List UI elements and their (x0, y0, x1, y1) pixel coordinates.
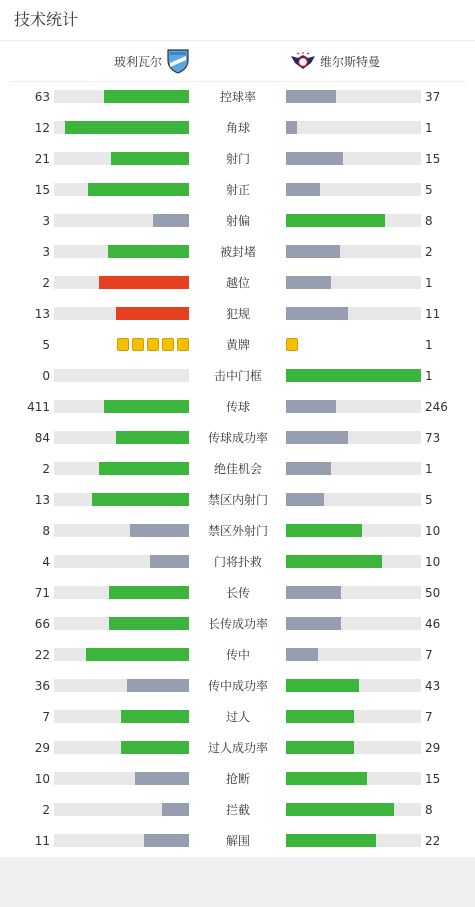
home-bar-fill (99, 462, 189, 475)
away-bar-track (286, 679, 421, 692)
away-value: 29 (425, 741, 441, 755)
stat-label: 抢断 (225, 772, 250, 786)
yellow-card-icon (132, 338, 144, 351)
away-value: 2 (425, 245, 433, 259)
yellow-card-icon (162, 338, 174, 351)
stat-label: 黄牌 (225, 338, 250, 352)
home-bar-track (54, 741, 189, 754)
home-bar-fill (86, 648, 189, 661)
stat-row[interactable] (0, 490, 475, 510)
home-bar-track (54, 152, 189, 165)
away-value: 46 (425, 617, 441, 631)
stat-label: 绝佳机会 (213, 462, 262, 476)
away-bar-fill (286, 121, 297, 134)
stat-label: 传球成功率 (207, 431, 268, 445)
home-bar-track (54, 214, 189, 227)
yellow-card-icon (286, 338, 298, 351)
away-bar-track (286, 121, 421, 134)
away-bar-fill (286, 400, 336, 413)
stat-row[interactable] (0, 800, 475, 820)
stat-row[interactable] (0, 87, 475, 107)
away-bar-fill (286, 834, 376, 847)
stat-label: 解围 (225, 834, 250, 848)
home-value: 5 (42, 338, 50, 352)
stat-row[interactable] (0, 304, 475, 324)
away-bar-fill (286, 679, 359, 692)
stat-row[interactable] (0, 645, 475, 665)
away-bar-track (286, 152, 421, 165)
away-bar-track (286, 803, 421, 816)
stat-row[interactable] (0, 707, 475, 727)
home-bar-track (54, 586, 189, 599)
stat-row[interactable] (0, 831, 475, 851)
away-bar-track (286, 648, 421, 661)
stat-label: 过人 (225, 710, 250, 724)
away-bar-fill (286, 276, 331, 289)
home-bar-track (54, 183, 189, 196)
home-bar-track (54, 276, 189, 289)
away-bar-track (286, 741, 421, 754)
stat-row[interactable] (0, 769, 475, 789)
home-bar-track (54, 400, 189, 413)
stat-label: 射正 (225, 183, 250, 197)
yellow-card-icon (117, 338, 129, 351)
stat-row[interactable] (0, 583, 475, 603)
home-bar-fill (92, 493, 189, 506)
home-value: 4 (42, 555, 50, 569)
home-bar-fill (144, 834, 189, 847)
away-value: 50 (425, 586, 441, 600)
away-bar-fill (286, 803, 394, 816)
stat-row[interactable] (0, 459, 475, 479)
stat-label: 禁区内射门 (207, 493, 268, 507)
home-value: 36 (34, 679, 50, 693)
away-bar-fill (286, 524, 362, 537)
section-title: 技术统计 (14, 10, 79, 29)
away-value: 5 (425, 183, 433, 197)
home-value: 10 (34, 772, 50, 786)
home-bar-fill (162, 803, 189, 816)
away-bar-fill (286, 183, 320, 196)
away-bar-fill (286, 462, 331, 475)
home-value: 8 (42, 524, 50, 538)
away-bar-track (286, 462, 421, 475)
home-bar-track (54, 369, 189, 382)
home-value: 3 (42, 245, 50, 259)
home-value: 71 (34, 586, 50, 600)
stat-row[interactable] (0, 614, 475, 634)
stat-label: 射门 (225, 152, 250, 166)
home-bar-fill (104, 400, 189, 413)
home-bar-fill (109, 586, 189, 599)
away-bar-track (286, 710, 421, 723)
stat-label: 长传成功率 (207, 617, 268, 631)
stat-row[interactable] (0, 521, 475, 541)
stat-label: 击中门框 (213, 369, 262, 383)
home-bar-fill (109, 617, 189, 630)
away-value: 37 (425, 90, 441, 104)
away-value: 22 (425, 834, 441, 848)
home-value: 63 (34, 90, 50, 104)
stat-label: 射偏 (225, 214, 250, 228)
away-bar-fill (286, 369, 421, 382)
home-bar-track (54, 245, 189, 258)
home-value: 66 (34, 617, 50, 631)
home-value: 2 (42, 462, 50, 476)
home-value: 2 (42, 276, 50, 290)
home-value: 0 (42, 369, 50, 383)
home-value: 13 (34, 493, 50, 507)
home-team-name: 玻利瓦尔 (113, 54, 162, 69)
home-bar-fill (127, 679, 189, 692)
away-bar-track (286, 772, 421, 785)
home-bar-track (54, 90, 189, 103)
away-bar-track (286, 493, 421, 506)
home-bar-track (54, 803, 189, 816)
away-value: 1 (425, 276, 433, 290)
home-bar-fill (121, 741, 189, 754)
away-value: 5 (425, 493, 433, 507)
away-bar-fill (286, 431, 348, 444)
home-value: 12 (34, 121, 50, 135)
home-bar-track (54, 524, 189, 537)
home-value: 7 (42, 710, 50, 724)
home-bar-fill (153, 214, 189, 227)
away-value: 1 (425, 121, 433, 135)
away-team-name: 维尔斯特曼 (320, 54, 381, 69)
home-bar-fill (130, 524, 189, 537)
home-team-header[interactable] (114, 49, 190, 73)
away-value: 8 (425, 803, 433, 817)
away-bar-fill (286, 90, 336, 103)
away-value: 11 (425, 307, 441, 321)
away-value: 8 (425, 214, 433, 228)
away-value: 7 (425, 710, 433, 724)
home-value: 13 (34, 307, 50, 321)
home-bar-fill (88, 183, 189, 196)
home-value: 2 (42, 803, 50, 817)
stat-row[interactable] (0, 211, 475, 231)
stat-label: 被封堵 (219, 245, 256, 259)
home-bar-track (54, 307, 189, 320)
away-value: 15 (425, 152, 441, 166)
home-value: 15 (34, 183, 50, 197)
divider (10, 81, 466, 82)
away-bar-fill (286, 214, 385, 227)
home-team-crest-icon (166, 48, 190, 74)
stat-row[interactable] (0, 180, 475, 200)
away-bar-fill (286, 245, 340, 258)
away-bar-fill (286, 741, 354, 754)
stat-label: 长传 (225, 586, 250, 600)
home-bar-fill (116, 307, 189, 320)
away-bar-track (286, 524, 421, 537)
home-bar-fill (121, 710, 189, 723)
stat-row[interactable] (0, 273, 475, 293)
home-bar-fill (99, 276, 189, 289)
home-bar-track (54, 121, 189, 134)
home-bar-fill (116, 431, 189, 444)
home-bar-track (54, 679, 189, 692)
away-bar-track (286, 834, 421, 847)
home-bar-track (54, 431, 189, 444)
home-bar-track (54, 834, 189, 847)
stat-label: 禁区外射门 (207, 524, 268, 538)
away-bar-track (286, 90, 421, 103)
away-bar-track (286, 214, 421, 227)
home-value: 11 (34, 834, 50, 848)
home-bar-fill (104, 90, 189, 103)
stat-row[interactable] (0, 118, 475, 138)
stat-label: 过人成功率 (207, 741, 268, 755)
away-bar-track (286, 400, 421, 413)
away-value: 1 (425, 338, 433, 352)
away-value: 10 (425, 524, 441, 538)
home-bar-fill (65, 121, 189, 134)
home-value: 21 (34, 152, 50, 166)
stat-row[interactable] (0, 242, 475, 262)
home-bar-fill (135, 772, 189, 785)
home-bar-track (54, 772, 189, 785)
away-bar-track (286, 431, 421, 444)
away-bar-fill (286, 772, 367, 785)
away-value: 7 (425, 648, 433, 662)
away-bar-fill (286, 648, 318, 661)
away-value: 10 (425, 555, 441, 569)
away-bar-fill (286, 555, 382, 568)
away-yellow-cards (286, 338, 298, 351)
stat-row[interactable] (0, 552, 475, 572)
home-bar-fill (108, 245, 189, 258)
stat-label: 角球 (225, 121, 250, 135)
away-value: 43 (425, 679, 441, 693)
stat-label: 越位 (225, 276, 250, 290)
away-bar-track (286, 245, 421, 258)
away-bar-track (286, 617, 421, 630)
stat-row[interactable] (0, 335, 475, 355)
stat-row[interactable] (0, 149, 475, 169)
stat-label: 控球率 (219, 90, 256, 104)
away-bar-fill (286, 307, 348, 320)
home-bar-fill (150, 555, 189, 568)
away-value: 1 (425, 462, 433, 476)
stat-row[interactable] (0, 366, 475, 386)
home-value: 29 (34, 741, 50, 755)
home-bar-track (54, 462, 189, 475)
away-value: 246 (425, 400, 448, 414)
away-bar-fill (286, 493, 324, 506)
home-bar-fill (111, 152, 189, 165)
away-bar-track (286, 276, 421, 289)
home-value: 3 (42, 214, 50, 228)
away-bar-fill (286, 152, 343, 165)
home-bar-track (54, 710, 189, 723)
away-team-header[interactable] (290, 49, 380, 73)
away-bar-fill (286, 617, 341, 630)
stat-row[interactable] (0, 397, 475, 417)
away-bar-track (286, 183, 421, 196)
home-value: 411 (27, 400, 50, 414)
away-bar-track (286, 586, 421, 599)
away-team-crest-icon (290, 51, 316, 71)
stat-row[interactable] (0, 676, 475, 696)
divider (0, 40, 475, 41)
stat-row[interactable] (0, 428, 475, 448)
away-bar-fill (286, 586, 341, 599)
stat-label: 传球 (225, 400, 250, 414)
stat-label: 传中 (225, 648, 250, 662)
stat-label: 传中成功率 (207, 679, 268, 693)
stat-label: 犯规 (225, 307, 250, 321)
yellow-card-icon (147, 338, 159, 351)
away-bar-fill (286, 710, 354, 723)
away-bar-track (286, 307, 421, 320)
home-value: 22 (34, 648, 50, 662)
home-yellow-cards (117, 338, 189, 351)
away-bar-track (286, 369, 421, 382)
home-bar-track (54, 617, 189, 630)
away-value: 1 (425, 369, 433, 383)
yellow-card-icon (177, 338, 189, 351)
stat-row[interactable] (0, 738, 475, 758)
home-bar-track (54, 555, 189, 568)
away-bar-track (286, 555, 421, 568)
home-bar-track (54, 493, 189, 506)
away-value: 15 (425, 772, 441, 786)
stat-label: 拦截 (225, 803, 250, 817)
home-bar-track (54, 648, 189, 661)
stat-label: 门将扑救 (213, 555, 262, 569)
home-value: 84 (34, 431, 50, 445)
away-value: 73 (425, 431, 441, 445)
